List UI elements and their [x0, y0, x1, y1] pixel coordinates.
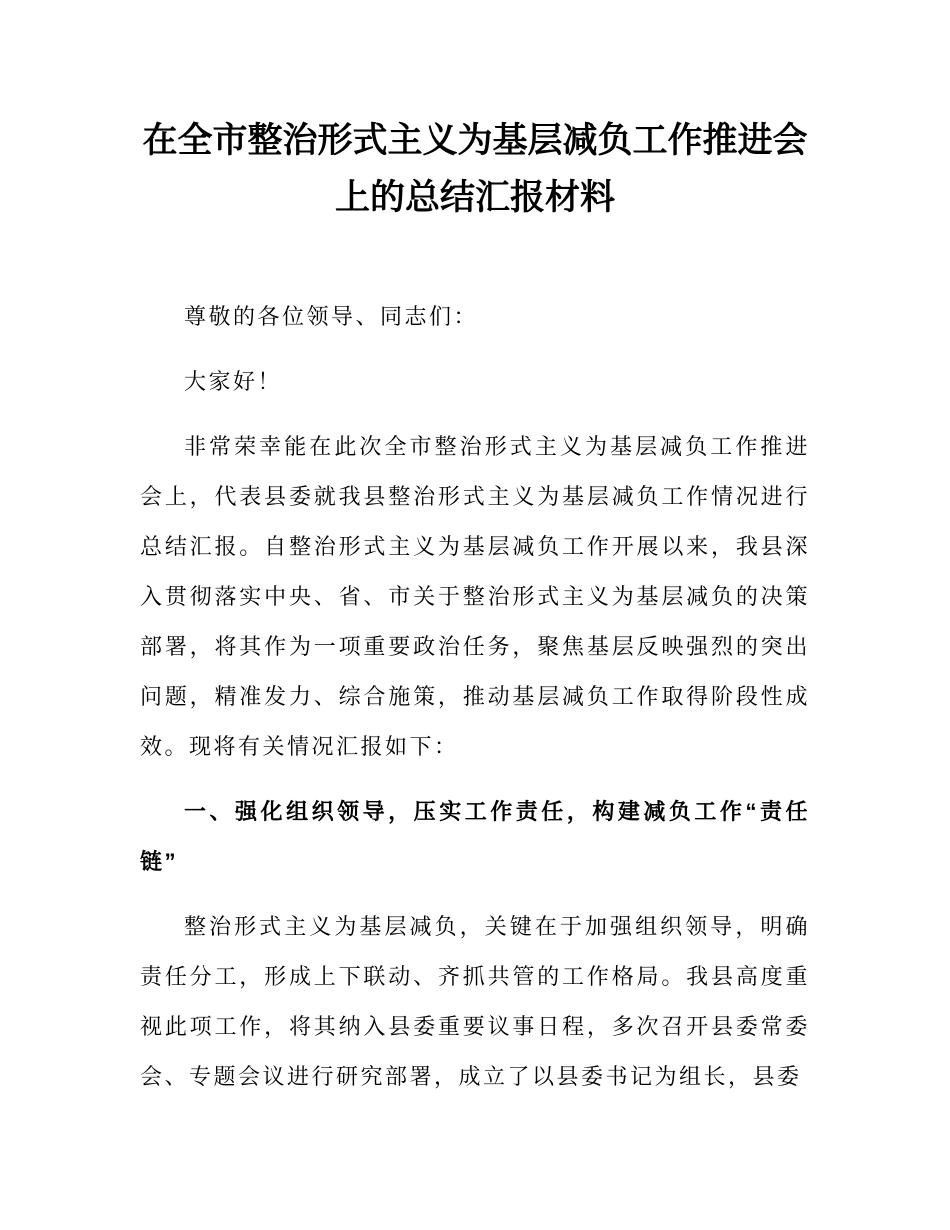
paragraph-section-1-body: 整治形式主义为基层减负，关键在于加强组织领导，明确责任分工，形成上下联动、齐抓共管的工作格局。我县高度重视此项工作，将其纳入县委重要议事日程，多次召开县委常委会、专题会议进行研究部署，成立了以县委书记为组长，县委 [140, 914, 810, 1089]
section-heading-1: 一、强化组织领导，压实工作责任，构建减负工作“责任链” [140, 799, 810, 874]
document-title-line2: 上的总结汇报材料 [334, 178, 615, 217]
paragraph-salutation: 尊敬的各位领导、同志们： [184, 304, 479, 329]
paragraph-introduction: 非常荣幸能在此次全市整治形式主义为基层减负工作推进会上，代表县委就我县整治形式主义为基层减负工作情况进行总结汇报。自整治形式主义为基层减负工作开展以来，我县深入贯彻落实中央、省、市关于整治形式主义为基层减负的决策部署，将其作为一项重要政治任务，聚焦基层反映强烈的突出问题，精准发力、综合施策，推动基层减负工作取得阶段性成效。现将有关情况汇报如下： [140, 434, 810, 759]
paragraph-greeting: 大家好！ [184, 369, 283, 394]
document-title [140, 112, 810, 226]
document-title-line1: 在全市整治形式主义为基层减负工作推进会 [142, 121, 808, 160]
